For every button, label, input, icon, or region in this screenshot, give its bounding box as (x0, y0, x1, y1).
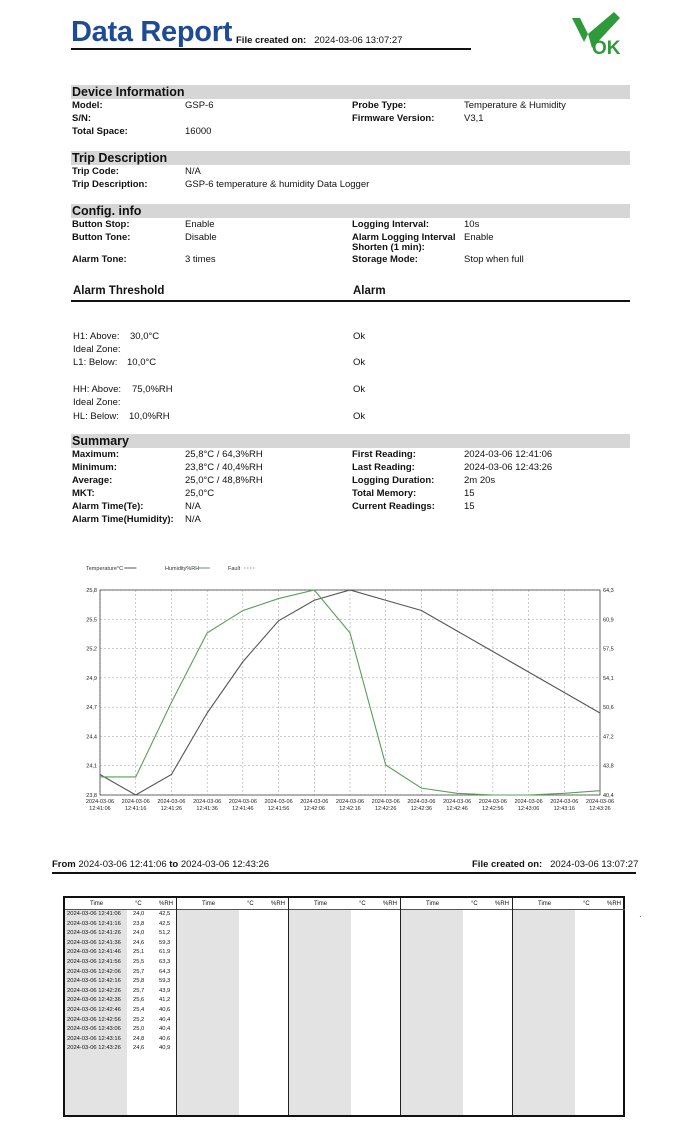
range-from-value: 2024-03-06 12:41:06 (78, 859, 167, 870)
x-tick-date: 2024-03-06 (443, 799, 472, 805)
stray-mark: · (639, 912, 642, 921)
x-tick-date: 2024-03-06 (264, 799, 293, 805)
hl-value: 10,0%RH (129, 411, 170, 422)
section-device-information: Device Information (71, 85, 630, 99)
first-reading-label: First Reading: (352, 449, 416, 460)
table-cell: 2024-03-06 12:41:36 (67, 939, 121, 946)
minimum-label: Minimum: (72, 462, 117, 473)
y-tick-right: 54,1 (603, 675, 614, 682)
alarm-tone-label: Alarm Tone: (72, 254, 127, 265)
x-tick-date: 2024-03-06 (335, 799, 365, 805)
x-tick-date: 2024-03-06 (407, 799, 436, 805)
time-column-shade (177, 909, 239, 1115)
table-cell: 24,6 (133, 939, 145, 946)
table-cell: 2024-03-06 12:41:16 (67, 920, 121, 927)
model-value: GSP-6 (185, 100, 214, 111)
x-tick-time: 12:41:36 (196, 806, 218, 812)
alarm-logging-interval-label-2: Shorten (1 min): (352, 242, 425, 253)
last-reading-label: Last Reading: (352, 462, 415, 473)
hl-label: HL: Below: (73, 411, 119, 422)
hl-status: Ok (353, 411, 366, 422)
button-stop-value: Enable (185, 219, 215, 230)
l1-value: 10,0°C (127, 357, 157, 368)
total-space-value: 16000 (185, 126, 212, 137)
h1-status: Ok (353, 331, 366, 342)
legend-label: Fault (228, 566, 241, 572)
average-value: 25,0°C / 48,8%RH (185, 475, 263, 486)
table-cell: 41,2 (159, 997, 171, 1004)
table-cell: 2024-03-06 12:42:36 (67, 997, 121, 1004)
table-header (65, 900, 176, 910)
x-tick-time: 12:43:06 (517, 806, 540, 812)
x-tick-date: 2024-03-06 (193, 799, 222, 805)
ideal-zone-temp: Ideal Zone: (73, 344, 121, 355)
range-divider (52, 872, 636, 874)
x-tick-time: 12:43:26 (589, 806, 611, 812)
x-tick-time: 12:42:56 (482, 806, 504, 812)
table-header-cell: %RH (607, 901, 622, 907)
temperature-series-line (100, 590, 600, 795)
table-cell: 40,4 (159, 1026, 171, 1033)
h1-label: H1: Above: (73, 331, 120, 342)
total-space-label: Total Space: (72, 126, 128, 137)
h1-value: 30,0°C (130, 331, 160, 342)
x-tick-time: 12:42:36 (410, 806, 433, 812)
y-tick-left: 24,7 (86, 705, 97, 712)
x-tick-time: 12:41:56 (267, 806, 290, 812)
file-created-value: 2024-03-06 13:07:27 (314, 35, 403, 46)
time-column-shade (513, 909, 575, 1115)
x-tick-time: 12:41:16 (125, 806, 147, 812)
maximum-label: Maximum: (72, 449, 119, 460)
file-created-label: File created on: (236, 35, 307, 46)
table-header (401, 900, 512, 910)
table-cell: 64,3 (159, 968, 171, 975)
probe-type-label: Probe Type: (352, 100, 407, 111)
table-row (65, 1044, 176, 1054)
x-tick-time: 12:41:06 (89, 806, 111, 812)
range-to-label: to (169, 859, 179, 870)
x-tick-time: 12:42:46 (446, 806, 468, 812)
y-tick-right: 50,6 (603, 705, 614, 712)
table-cell: 24,8 (133, 1035, 145, 1042)
table-header (177, 900, 288, 910)
section-config-info: Config. info (71, 204, 630, 218)
x-tick-date: 2024-03-06 (157, 799, 186, 805)
table-cell: 40,6 (159, 1006, 171, 1013)
alarm-logging-interval-label-1: Alarm Logging Interval (352, 232, 456, 243)
x-tick-time: 12:42:06 (303, 806, 325, 812)
x-tick-date: 2024-03-06 (514, 799, 543, 805)
x-tick-date: 2024-03-06 (121, 799, 150, 805)
button-tone-label: Button Tone: (72, 232, 131, 243)
last-reading-value: 2024-03-06 12:43:26 (464, 462, 553, 473)
range-created-value: 2024-03-06 13:07:27 (550, 859, 639, 870)
table-cell: 25,6 (133, 997, 145, 1004)
table-header-cell: Time (314, 901, 328, 907)
x-tick-time: 12:42:26 (375, 806, 397, 812)
table-row (65, 1025, 176, 1035)
table-cell: 24,0 (133, 930, 145, 937)
table-row (65, 977, 176, 987)
x-tick-date: 2024-03-06 (228, 799, 257, 805)
logging-interval-label: Logging Interval: (352, 219, 430, 230)
firmware-label: Firmware Version: (352, 113, 435, 124)
mkt-value: 25,0°C (185, 488, 215, 499)
x-tick-time: 12:41:46 (232, 806, 254, 812)
y-tick-left: 25,2 (86, 646, 97, 653)
y-tick-right: 43,8 (603, 763, 614, 770)
maximum-value: 25,8°C / 64,3%RH (185, 449, 263, 460)
y-tick-right: 40,4 (603, 793, 614, 799)
table-cell: 40,6 (159, 1035, 171, 1042)
alarm-time-humidity-value: N/A (185, 514, 201, 525)
legend-label: Humidity%RH (165, 566, 200, 572)
first-reading-value: 2024-03-06 12:41:06 (464, 449, 553, 460)
alarm-logging-interval-value: Enable (464, 232, 494, 243)
table-header-cell: %RH (383, 901, 398, 907)
table-cell: 51,2 (159, 930, 171, 937)
range-from-label: From (52, 859, 76, 870)
y-tick-right: 60,9 (603, 617, 614, 624)
table-row (65, 929, 176, 939)
title-underline (71, 48, 471, 50)
table-header-cell: %RH (495, 901, 510, 907)
trip-code-value: N/A (185, 166, 201, 177)
table-cell: 2024-03-06 12:42:46 (67, 1006, 121, 1013)
table-cell: 24,0 (133, 911, 145, 917)
table-row (65, 1016, 176, 1026)
table-block (65, 898, 177, 1115)
model-label: Model: (72, 100, 103, 111)
hh-label: HH: Above: (73, 384, 122, 395)
table-header-cell: °C (359, 901, 366, 907)
y-tick-left: 24,1 (86, 763, 97, 770)
table-row (65, 948, 176, 958)
table-header-cell: Time (202, 901, 216, 907)
table-cell: 25,5 (133, 958, 145, 965)
y-tick-right: 47,2 (603, 734, 614, 741)
trip-code-label: Trip Code: (72, 166, 119, 177)
table-block (401, 898, 513, 1115)
total-memory-value: 15 (464, 488, 475, 499)
table-block (177, 898, 289, 1115)
table-cell: 2024-03-06 12:41:06 (67, 911, 121, 917)
file-created (236, 35, 402, 46)
x-tick-date: 2024-03-06 (300, 799, 329, 805)
table-cell: 25,0 (133, 1026, 145, 1033)
table-block (289, 898, 401, 1115)
table-cell: 43,9 (159, 987, 171, 994)
table-header-cell: %RH (271, 901, 286, 907)
table-cell: 2024-03-06 12:43:06 (67, 1026, 121, 1033)
x-tick-time: 12:41:26 (160, 806, 183, 812)
table-cell: 42,5 (159, 920, 171, 927)
table-cell: 25,4 (133, 1006, 145, 1013)
alarm-tone-value: 3 times (185, 254, 216, 265)
sn-label: S/N: (72, 113, 91, 124)
x-tick-date: 2024-03-06 (85, 799, 115, 805)
x-tick-date: 2024-03-06 (371, 799, 400, 805)
table-row (65, 958, 176, 968)
table-header (289, 900, 400, 910)
y-tick-left: 25,5 (86, 617, 97, 624)
trip-description-label: Trip Description: (72, 179, 148, 190)
y-tick-right: 64,3 (603, 588, 614, 594)
table-cell: 25,2 (133, 1016, 145, 1023)
humidity-series-line (100, 590, 600, 795)
button-stop-label: Button Stop: (72, 219, 130, 230)
table-cell: 25,8 (133, 978, 145, 985)
firmware-value: V3,1 (464, 113, 484, 124)
storage-mode-value: Stop when full (464, 254, 524, 265)
table-header-cell: °C (135, 901, 142, 907)
x-tick-time: 12:43:16 (553, 806, 575, 812)
table-cell: 2024-03-06 12:43:16 (67, 1035, 121, 1042)
table-cell: 2024-03-06 12:41:26 (67, 930, 121, 937)
readings-table (63, 896, 625, 1117)
button-tone-value: Disable (185, 232, 217, 243)
probe-type-value: Temperature & Humidity (464, 100, 566, 111)
table-cell: 2024-03-06 12:41:56 (67, 958, 121, 965)
table-header-cell: Time (90, 901, 104, 907)
current-readings-value: 15 (464, 501, 475, 512)
logo-text: OK (592, 38, 621, 58)
y-tick-left: 24,4 (86, 734, 97, 741)
logging-duration-label: Logging Duration: (352, 475, 435, 486)
current-readings-label: Current Readings: (352, 501, 435, 512)
total-memory-label: Total Memory: (352, 488, 417, 499)
table-cell: 42,5 (159, 911, 171, 917)
logging-interval-value: 10s (464, 219, 480, 230)
x-tick-date: 2024-03-06 (478, 799, 507, 805)
y-tick-right: 57,5 (603, 646, 614, 653)
y-tick-left: 25,8 (86, 588, 97, 594)
mkt-label: MKT: (72, 488, 95, 499)
table-header-cell: Time (426, 901, 440, 907)
alarm-threshold-header: Alarm Threshold (73, 285, 165, 297)
hh-status: Ok (353, 384, 366, 395)
table-cell: 2024-03-06 12:42:26 (67, 987, 121, 994)
alarm-time-humidity-label: Alarm Time(Humidity): (72, 514, 174, 525)
table-row (65, 987, 176, 997)
table-cell: 59,3 (159, 939, 171, 946)
range-from (52, 859, 269, 870)
table-header (513, 900, 625, 910)
section-summary: Summary (71, 434, 630, 448)
table-header-cell: °C (583, 901, 590, 907)
x-tick-date: 2024-03-06 (585, 799, 615, 805)
table-row (65, 996, 176, 1006)
table-header-cell: Time (538, 901, 552, 907)
range-created-label: File created on: (472, 859, 543, 870)
y-tick-left: 23,8 (86, 793, 97, 799)
logging-duration-value: 2m 20s (464, 475, 496, 486)
table-row (65, 1035, 176, 1045)
table-cell: 61,9 (159, 949, 171, 956)
table-row (65, 968, 176, 978)
plot-frame (100, 590, 600, 795)
alarm-divider (71, 300, 630, 302)
trip-description-value: GSP-6 temperature & humidity Data Logger (185, 179, 370, 190)
table-row (65, 910, 176, 920)
table-cell: 2024-03-06 12:42:16 (67, 978, 121, 985)
table-cell: 2024-03-06 12:42:06 (67, 968, 121, 975)
table-block (513, 898, 625, 1115)
y-tick-left: 24,9 (86, 675, 97, 682)
table-row (65, 939, 176, 949)
time-column-shade (401, 909, 463, 1115)
section-trip-description: Trip Description (71, 151, 630, 165)
alarm-time-te-label: Alarm Time(Te): (72, 501, 144, 512)
range-file-created (472, 859, 638, 870)
time-column-shade (289, 909, 351, 1115)
l1-label: L1: Below: (73, 357, 118, 368)
table-header-cell: °C (247, 901, 254, 907)
table-cell: 25,7 (133, 968, 145, 975)
table-row (65, 1006, 176, 1016)
table-cell: 23,8 (133, 920, 145, 927)
average-label: Average: (72, 475, 113, 486)
table-cell: 25,7 (133, 987, 145, 994)
range-to-value: 2024-03-06 12:43:26 (180, 859, 270, 870)
table-cell: 24,6 (133, 1045, 145, 1052)
minimum-value: 23,8°C / 40,4%RH (185, 462, 263, 473)
table-cell: 40,4 (159, 1016, 171, 1023)
alarm-time-te-value: N/A (185, 501, 201, 512)
table-cell: 40,9 (159, 1045, 171, 1052)
table-header-cell: %RH (159, 901, 174, 907)
x-tick-date: 2024-03-06 (550, 799, 579, 805)
temperature-humidity-chart (60, 560, 630, 820)
legend-label: Temperature°C (86, 566, 124, 572)
table-cell: 63,3 (159, 958, 171, 965)
l1-status: Ok (353, 357, 366, 368)
ideal-zone-humidity: Ideal Zone: (73, 397, 121, 408)
hh-value: 75,0%RH (132, 384, 173, 395)
alarm-header: Alarm (353, 285, 386, 297)
ok-checkmark-logo-icon (570, 8, 630, 58)
table-cell: 2024-03-06 12:43:26 (67, 1045, 121, 1052)
table-row (65, 920, 176, 930)
table-cell: 25,1 (133, 949, 145, 956)
storage-mode-label: Storage Mode: (352, 254, 418, 265)
x-tick-time: 12:42:16 (339, 806, 361, 812)
table-cell: 2024-03-06 12:42:56 (67, 1016, 121, 1023)
table-cell: 2024-03-06 12:41:46 (67, 949, 121, 956)
table-header-cell: °C (471, 901, 478, 907)
report-title: Data Report (71, 16, 233, 48)
table-cell: 59,3 (159, 978, 171, 985)
